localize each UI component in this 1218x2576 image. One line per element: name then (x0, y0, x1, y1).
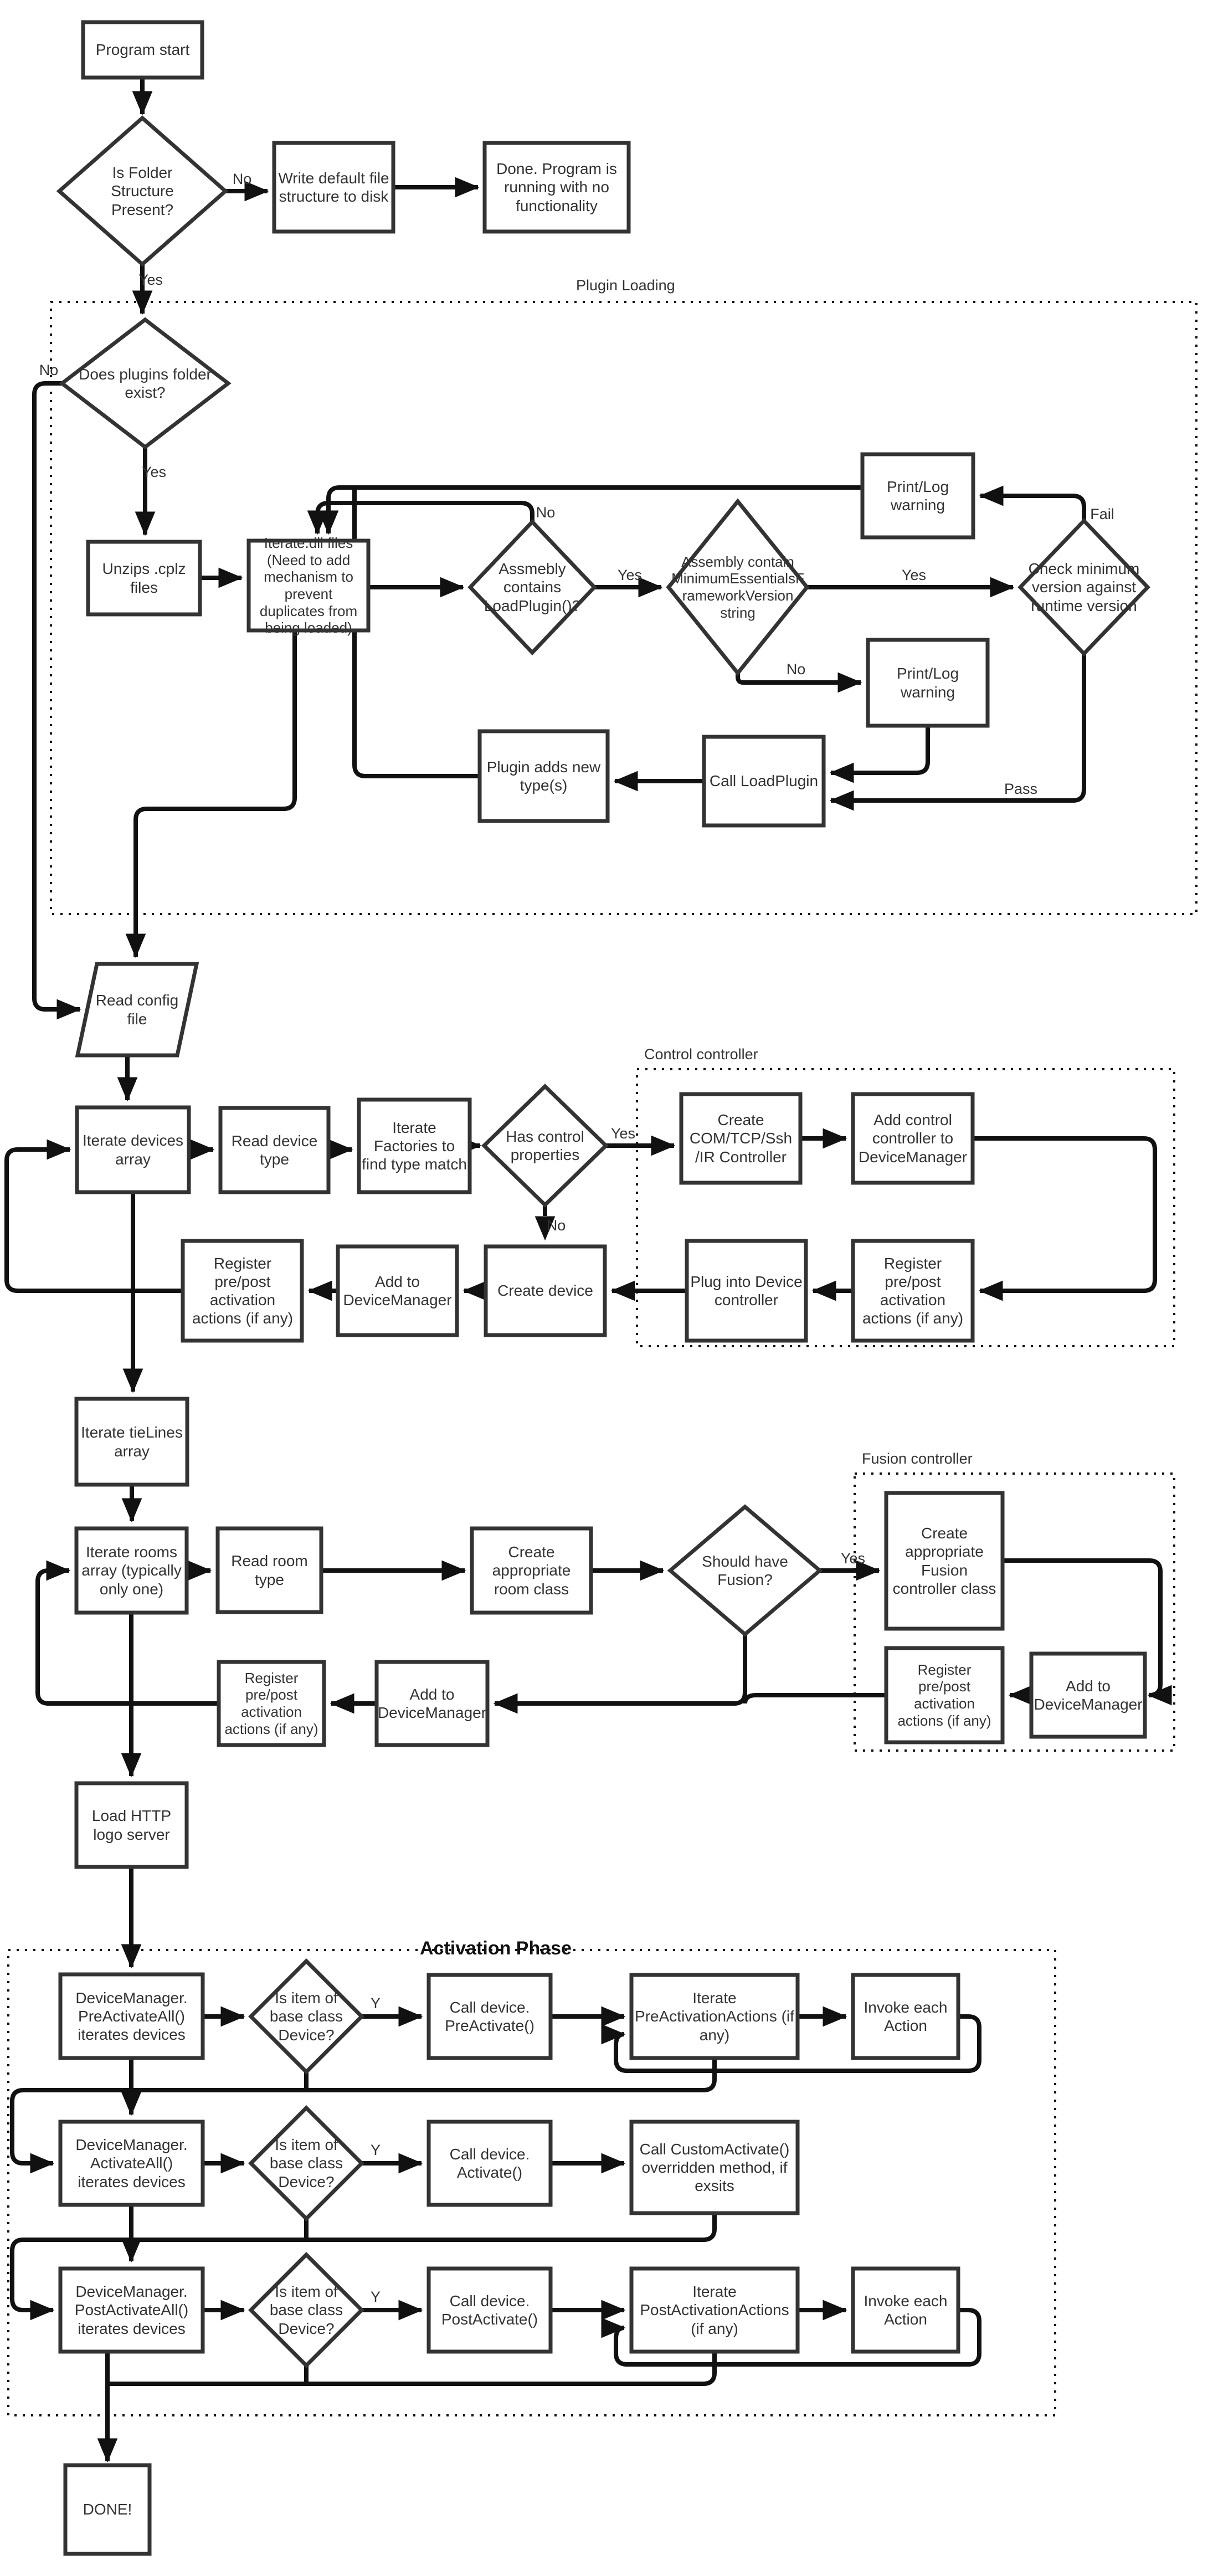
node-call-loadplugin-label: Call LoadPlugin (709, 772, 819, 790)
node-register1-label: Register pre/post activation actions (if any) (192, 1254, 294, 1327)
node-read-device-label: Read device type (231, 1132, 318, 1168)
node-call-custom-label: Call CustomActivate() overridden method, if exsits (639, 2140, 790, 2195)
node-d-hascontrol-label: Has control properties (506, 1127, 584, 1163)
edge-label-no3: No (536, 504, 556, 521)
node-d-loadplugin-label: Assmebly contains LoadPlugin()? (484, 560, 581, 614)
edge-checkmin-fail-printlog1 (980, 496, 1084, 521)
node-unzips-label: Unzips .cplz files (102, 560, 186, 596)
edge-label-pass: Pass (1004, 780, 1038, 797)
node-create-com-label: Create COM/TCP/Ssh /IR Controller (689, 1111, 793, 1166)
node-plug-into-label: Plug into Device controller (690, 1272, 803, 1308)
node-register-fc-label: Register pre/post activation actions (if any) (897, 1661, 991, 1729)
plugin-loading-label: Plugin Loading (576, 277, 675, 294)
node-add-control-label: Add control controller to DeviceManager (858, 1111, 968, 1166)
control-controller-label: Control controller (644, 1046, 758, 1063)
node-printlog1-label: Print/Log warning (886, 478, 949, 514)
node-d-minversion-label: Assembly contain MinimumEssentialsFrameworkVersion string (671, 553, 804, 621)
node-call-pre-label: Call device. PreActivate() (445, 1998, 535, 2034)
edge-label-y2: Y (370, 2141, 381, 2158)
node-create-room-label: Create appropriate room class (492, 1543, 571, 1598)
edge-iteratepost-exit-merge (107, 2352, 715, 2384)
activation-phase-label: Activation Phase (420, 1938, 572, 1959)
edge-label-no4: No (786, 660, 806, 678)
node-add-dm1-label: Add to DeviceManager (343, 1272, 452, 1308)
node-iterate-post-label: Iterate PostActivationActions (if any) (640, 2283, 789, 2337)
node-d-base1-label: Is item of base class Device? (269, 1989, 343, 2044)
edge-pluginadds-return (354, 488, 480, 776)
edge-fusion-no-adddm3 (495, 1634, 745, 1703)
node-iterate-factories-label: Iterate Factories to find type match (362, 1118, 467, 1173)
node-load-http-label: Load HTTP logo server (91, 1807, 172, 1843)
node-create-fusion-label: Create appropriate Fusion controller class (892, 1525, 996, 1597)
node-done-nofunc-label: Done. Program is running with no functionality (496, 160, 617, 214)
node-write-default-label: Write default file structure to disk (278, 169, 389, 205)
edge-label-yes6: Yes (840, 1549, 866, 1567)
edge-label-y1: Y (370, 1994, 381, 2011)
edge-label-yes4: Yes (901, 566, 927, 583)
edge-label-no1: No (232, 170, 252, 187)
node-activateall-label: DeviceManager. ActivateAll() iterates devices (75, 2136, 188, 2190)
node-iterate-pre-label: Iterate PreActivationActions (if any) (635, 1989, 794, 2044)
edge-label-y3: Y (370, 2288, 381, 2305)
node-register-cc-label: Register pre/post activation actions (if any) (862, 1254, 964, 1327)
edge-label-yes1: Yes (138, 271, 163, 288)
node-iterate-rooms-label: Iterate rooms array (typically only one) (81, 1543, 182, 1598)
node-plugin-adds-label: Plugin adds new type(s) (486, 758, 601, 794)
edge-registerfc-merge (745, 1695, 886, 1703)
node-create-device-label: Create device (497, 1282, 593, 1300)
edge-label-yes2: Yes (141, 463, 167, 480)
node-d-fusion-label: Should have Fusion? (702, 1552, 788, 1588)
node-done-label: DONE! (83, 2501, 132, 2518)
node-read-config-label: Read config file (95, 992, 179, 1028)
edge-addcontrol-registercc (973, 1138, 1155, 1291)
node-start-label: Program start (95, 41, 190, 59)
edge-label-no5: No (546, 1217, 566, 1234)
node-d-folder-label: Is Folder Structure Present? (111, 164, 174, 218)
node-invoke1-label: Invoke each Action (864, 1998, 948, 2034)
node-iterate-tielines-label: Iterate tieLines array (81, 1424, 183, 1460)
node-read-room-label: Read room type (231, 1552, 308, 1588)
node-d-plugins-label: Does plugins folder exist? (79, 365, 212, 401)
edge-label-no2: No (39, 361, 59, 378)
node-d-base2-label: Is item of base class Device? (269, 2136, 343, 2190)
edge-label-yes3: Yes (617, 566, 643, 583)
edge-label-fail: Fail (1090, 505, 1114, 522)
node-printlog2-label: Print/Log warning (896, 665, 959, 701)
node-register2-label: Register pre/post activation actions (if any) (224, 1669, 318, 1737)
node-d-checkmin-label: Check minimum version against runtime version (1028, 560, 1140, 614)
node-iterate-dll-label: Iterate.dll files (Need to add mechanism to prevent duplicates from being loaded) (259, 534, 358, 637)
fusion-controller-label: Fusion controller (862, 1450, 973, 1467)
edge-loadplugin-no-loop (317, 503, 532, 533)
node-iterate-devices-label: Iterate devices array (82, 1132, 184, 1168)
node-call-post-label: Call device. PostActivate() (441, 2292, 538, 2328)
node-d-base3-label: Is item of base class Device? (269, 2283, 343, 2337)
node-preactivate-label: DeviceManager. PreActivateAll() iterates devices (75, 1989, 188, 2044)
node-postactivateall-label: DeviceManager. PostActivateAll() iterates devices (74, 2283, 189, 2337)
node-call-act-label: Call device. Activate() (449, 2145, 530, 2181)
edge-iteratedll-readconfig (136, 630, 295, 957)
node-add-dm3-label: Add to DeviceManager (377, 1685, 487, 1721)
edge-printlog2-callloadplugin (831, 726, 928, 773)
node-invoke2-label: Invoke each Action (864, 2292, 948, 2328)
edge-plugins-no-readconfig (34, 383, 80, 1009)
node-add-dm2-label: Add to DeviceManager (1034, 1677, 1143, 1713)
edge-label-yes5: Yes (610, 1125, 636, 1142)
